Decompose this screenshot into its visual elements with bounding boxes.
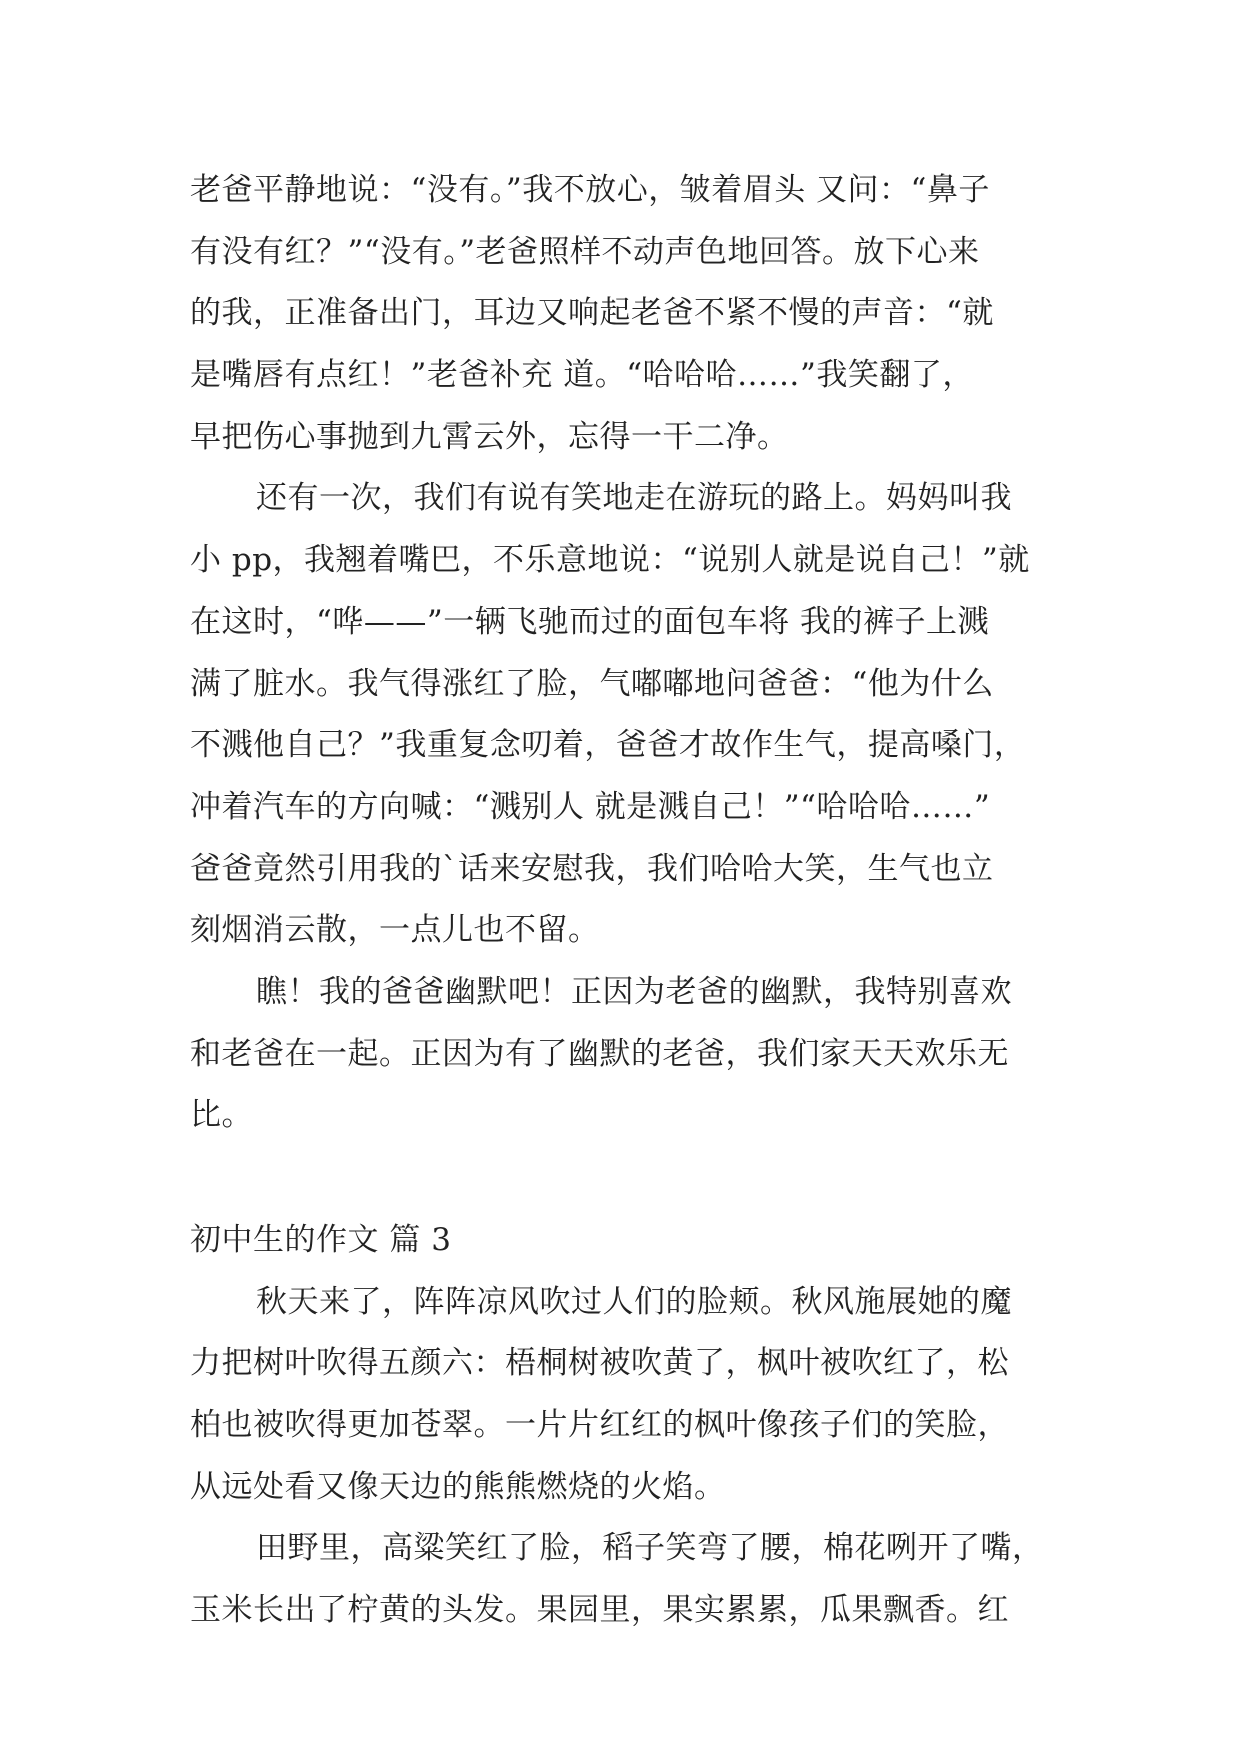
text-line: 和老爸在一起。正因为有了幽默的老爸，我们家天天欢乐无 <box>190 1035 1009 1072</box>
text-line: 比。 <box>190 1097 253 1134</box>
text-line: 玉米长出了柠黄的头发。果园里，果实累累，瓜果飘香。红 <box>190 1592 1009 1629</box>
paragraph-start-line: 瞧！我的爸爸幽默吧！正因为老爸的幽默，我特别喜欢 <box>256 973 1012 1010</box>
text-line: 不溅他自己？”我重复念叨着，爸爸才故作生气，提高嗓门， <box>190 727 1026 764</box>
document-body <box>190 160 1060 1642</box>
text-line: 早把伤心事抛到九霄云外，忘得一干二净。 <box>190 418 789 455</box>
text-line: 小 pp，我翘着嘴巴，不乐意地说：“说别人就是说自己！”就 <box>190 542 1030 579</box>
paragraph-start-line: 还有一次，我们有说有笑地走在游玩的路上。妈妈叫我 <box>256 480 1012 517</box>
paragraph-start-line: 秋天来了，阵阵凉风吹过人们的脸颊。秋风施展她的魔 <box>256 1283 1012 1320</box>
paragraph-start-line: 田野里，高粱笑红了脸，稻子笑弯了腰，棉花咧开了嘴， <box>256 1530 1044 1567</box>
text-line: 是嘴唇有点红！”老爸补充 道。“哈哈哈……”我笑翻了， <box>190 357 974 394</box>
text-line: 爸爸竟然引用我的`话来安慰我，我们哈哈大笑，生气也立 <box>190 850 994 887</box>
text-line: 柏也被吹得更加苍翠。一片片红红的枫叶像孩子们的笑脸， <box>190 1407 1009 1444</box>
text-line: 老爸平静地说：“没有。”我不放心，皱着眉头 又问：“鼻子 <box>190 172 990 208</box>
text-line: 的我，正准备出门，耳边又响起老爸不紧不慢的声音：“就 <box>190 295 994 332</box>
text-line: 刻烟消云散，一点儿也不留。 <box>190 912 600 949</box>
text-line: 从远处看又像天边的熊熊燃烧的火焰。 <box>190 1468 726 1505</box>
section-gap <box>190 1147 1060 1210</box>
text-line: 冲着汽车的方向喊：“溅别人 就是溅自己！”“哈哈哈……” <box>190 788 991 825</box>
text-line: 力把树叶吹得五颜六：梧桐树被吹黄了，枫叶被吹红了，松 <box>190 1345 1009 1382</box>
text-line: 有没有红？”“没有。”老爸照样不动声色地回答。放下心来 <box>190 233 980 270</box>
text-line: 满了脏水。我气得涨红了脸，气嘟嘟地问爸爸：“他为什么 <box>190 665 994 702</box>
text-line: 在这时，“哗——”一辆飞驰而过的面包车将 我的裤子上溅 <box>190 603 990 640</box>
section-heading: 初中生的作文 篇 3 <box>190 1222 452 1258</box>
